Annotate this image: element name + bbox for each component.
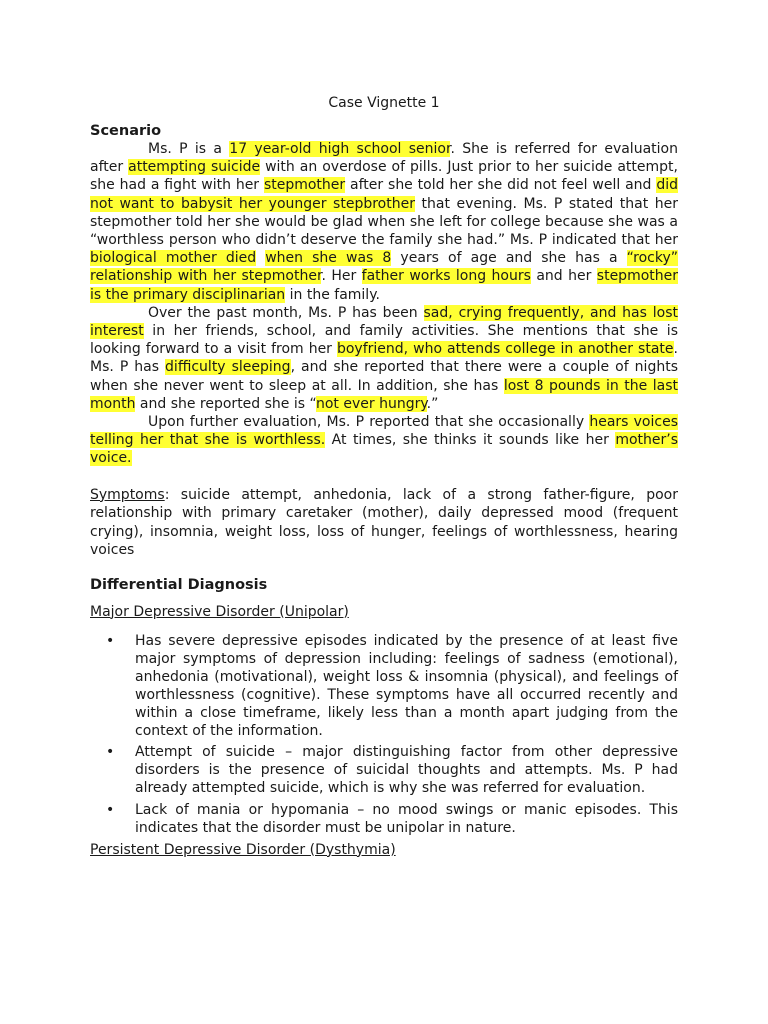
text-run: At times, she thinks it sounds like her — [325, 432, 616, 449]
bullet-icon: • — [106, 801, 115, 818]
highlighted-text: difficulty sleeping — [165, 359, 291, 376]
text-run: Over the past month, Ms. P has been — [148, 304, 424, 321]
highlighted-text: boyfriend, who attends college in another state — [336, 341, 674, 358]
highlighted-text: “rocky” relationship with her stepmother — [90, 250, 678, 285]
highlighted-text: when she was 8 — [265, 250, 392, 267]
symptoms-text: : suicide attempt, anhedonia, lack of a strong father-figure, poor relationship with primary caretaker (mother), daily depressed mood (frequent crying), insomnia, weight loss, loss of hunger, feelings of worthlessness, hearing voices — [90, 486, 678, 559]
highlighted-text: lost 8 pounds in the last month — [90, 377, 679, 412]
pdd-subheading: Persistent Depressive Disorder (Dysthymia) — [90, 841, 396, 858]
text-run: years of age and she has a — [391, 250, 627, 267]
scenario-paragraph-2 — [90, 304, 678, 413]
highlighted-text: stepmother is the primary disciplinarian — [90, 268, 678, 303]
list-item — [106, 743, 678, 797]
highlighted-text: did not want to babysit her younger stepbrother — [90, 177, 678, 212]
text-run: . She is referred for evaluation after — [90, 141, 678, 176]
document-title: Case Vignette 1 — [328, 95, 440, 111]
text-run: . Ms. P has — [90, 341, 678, 376]
highlighted-text: biological mother died — [90, 250, 257, 267]
highlighted-text: sad, crying frequently, and has lost interest — [90, 304, 678, 340]
highlighted-text: father works long hours — [361, 268, 531, 285]
text-run: Ms. P is a — [148, 141, 230, 157]
list-item — [106, 801, 678, 837]
mdd-subheading: Major Depressive Disorder (Unipolar) — [90, 603, 349, 620]
highlighted-text: mother’s voice. — [90, 432, 678, 467]
differential-diagnosis-heading: Differential Diagnosis — [90, 576, 268, 593]
scenario-heading: Scenario — [90, 123, 162, 139]
text-run: after she told her she did not feel well and — [345, 177, 657, 194]
highlighted-text: hears voices telling her that she is worthless. — [90, 414, 678, 449]
text-run: . Her — [321, 268, 362, 285]
document-body — [90, 0, 678, 859]
text-run: , and she reported that there were a couple of nights when she never went to sleep at all. In addition, she has — [90, 359, 678, 394]
bullet-text: Lack of mania or hypomania – no mood swings or manic episodes. This indicates that the disorder must be unipolar in nature. — [135, 801, 678, 836]
scenario-paragraph-1 — [90, 140, 678, 304]
bullet-icon: • — [106, 744, 115, 761]
text-run: .” — [426, 395, 439, 412]
bullet-text: Has severe depressive episodes indicated by the presence of at least five major symptoms of depression including: feelings of sadness (emotional), anhedonia (motivational), weight loss & insomnia (physical), and feelings of worthlessness (cognitive). These symptoms have all occurred recently and within a close timeframe, likely less than a month apart judging from the context of the information. — [135, 632, 678, 740]
text-run: in the family. — [285, 286, 380, 303]
text-run: that evening. Ms. P stated that her stepmother told her she would be glad when she left for college because she was a “worthless person who didn’t deserve the family she had.” Ms. P indicated that her — [90, 195, 678, 249]
highlighted-text: attempting suicide — [128, 159, 261, 176]
mdd-bullet-list — [90, 632, 678, 837]
list-item — [106, 632, 678, 741]
highlighted-text: 17 year-old high school senior — [229, 141, 451, 157]
text-run — [256, 250, 265, 266]
text-run: and her — [530, 268, 597, 285]
bullet-icon: • — [106, 632, 115, 649]
text-run: in her friends, school, and family activities. She mentions that she is looking forward to a visit from her — [90, 323, 678, 358]
symptoms-paragraph — [90, 486, 678, 560]
scenario-paragraph-3 — [90, 413, 678, 468]
text-run: and she reported she is “ — [135, 395, 316, 412]
highlighted-text: not ever hungry — [315, 395, 427, 412]
symptoms-label: Symptoms — [90, 486, 165, 503]
bullet-text: Attempt of suicide – major distinguishing factor from other depressive disorders is the presence of suicidal thoughts and attempts. Ms. P had already attempted suicide, which is why she was referred for evaluation. — [135, 744, 678, 797]
highlighted-text: stepmother — [263, 177, 346, 194]
text-run: Upon further evaluation, Ms. P reported that she occasionally — [148, 414, 590, 431]
text-run: with an overdose of pills. Just prior to her suicide attempt, she had a fight with her — [90, 159, 678, 194]
